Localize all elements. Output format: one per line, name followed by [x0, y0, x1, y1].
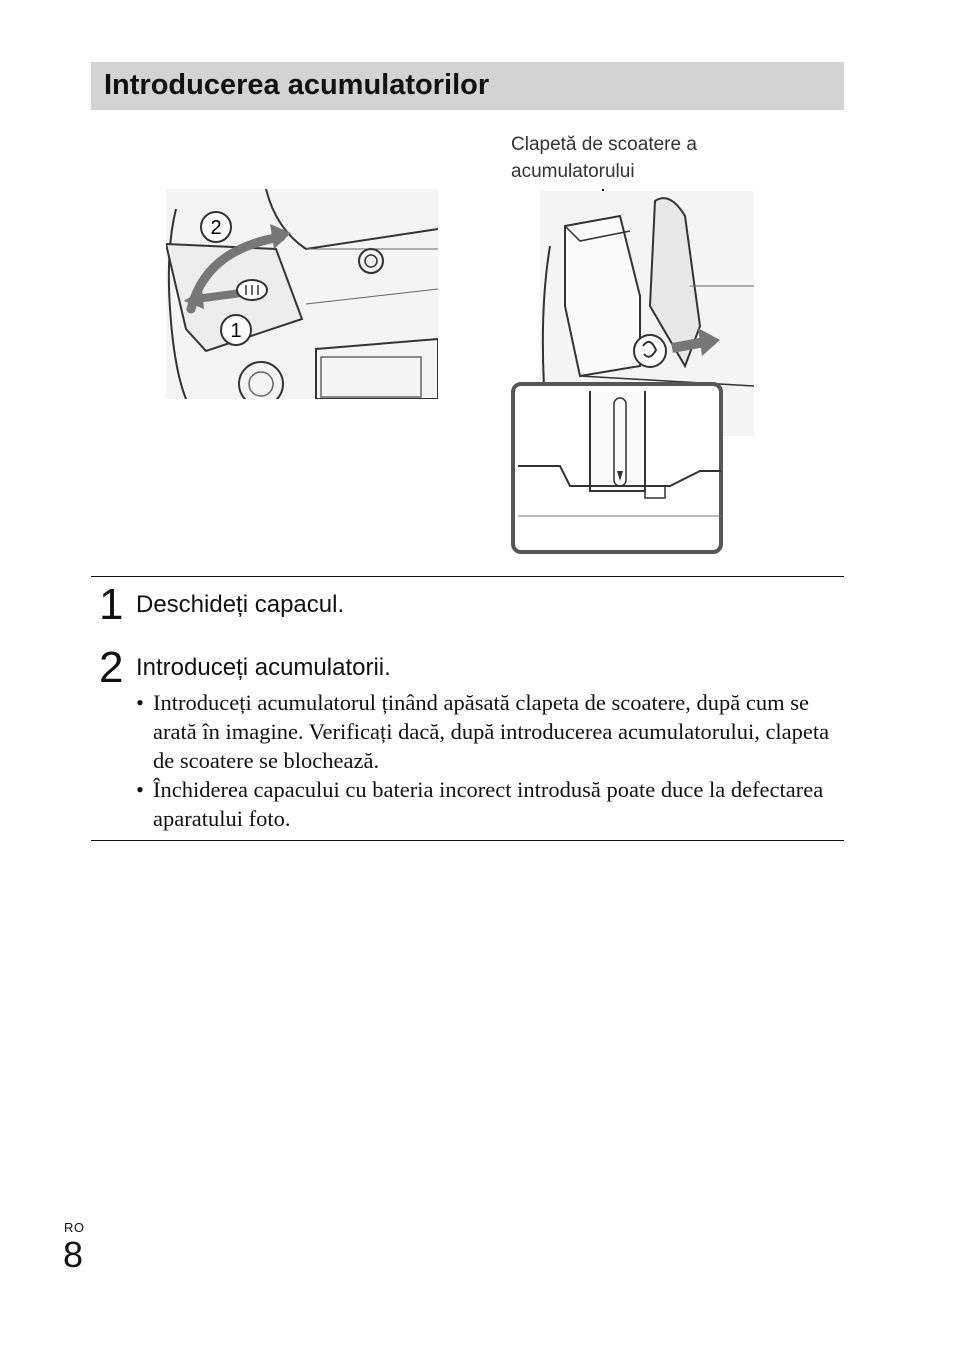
push-arrow-icon	[672, 342, 705, 348]
steps-bottom-rule	[91, 840, 844, 841]
step-2-number: 2	[99, 643, 124, 692]
svg-text:1: 1	[230, 320, 242, 342]
page-number: 8	[63, 1234, 84, 1275]
svg-text:2: 2	[210, 217, 222, 239]
step-1-number: 1	[99, 580, 124, 629]
step-2-notes	[136, 688, 846, 833]
steps-top-rule	[91, 576, 844, 577]
open-cover-illustration	[166, 189, 438, 399]
step-2-label: Introduceți acumulatorii.	[136, 654, 391, 681]
section-title-bar	[91, 62, 844, 110]
bullet-mark: •	[136, 777, 144, 802]
step-1-label: Deschideți capacul.	[136, 591, 345, 618]
note-item	[136, 688, 846, 775]
note-item	[136, 775, 846, 833]
page-language-code: RO	[64, 1220, 85, 1235]
section-title: Introducerea acumulatorilor	[104, 69, 490, 101]
insert-battery-illustration	[510, 186, 754, 556]
note-text: Introduceți acumulatorul ținând apăsată clapeta de scoatere, după cum se arată în imagine. Verificați dacă, după introducerea acumulatorului, clapeta de scoatere se blochează.	[153, 690, 830, 773]
release-latch-caption: Clapetă de scoatere a acumulatorului	[511, 134, 697, 182]
note-text: Închiderea capacului cu bateria incorect introdusă poate duce la defectarea aparatului foto.	[153, 777, 824, 831]
bullet-mark: •	[136, 690, 144, 715]
